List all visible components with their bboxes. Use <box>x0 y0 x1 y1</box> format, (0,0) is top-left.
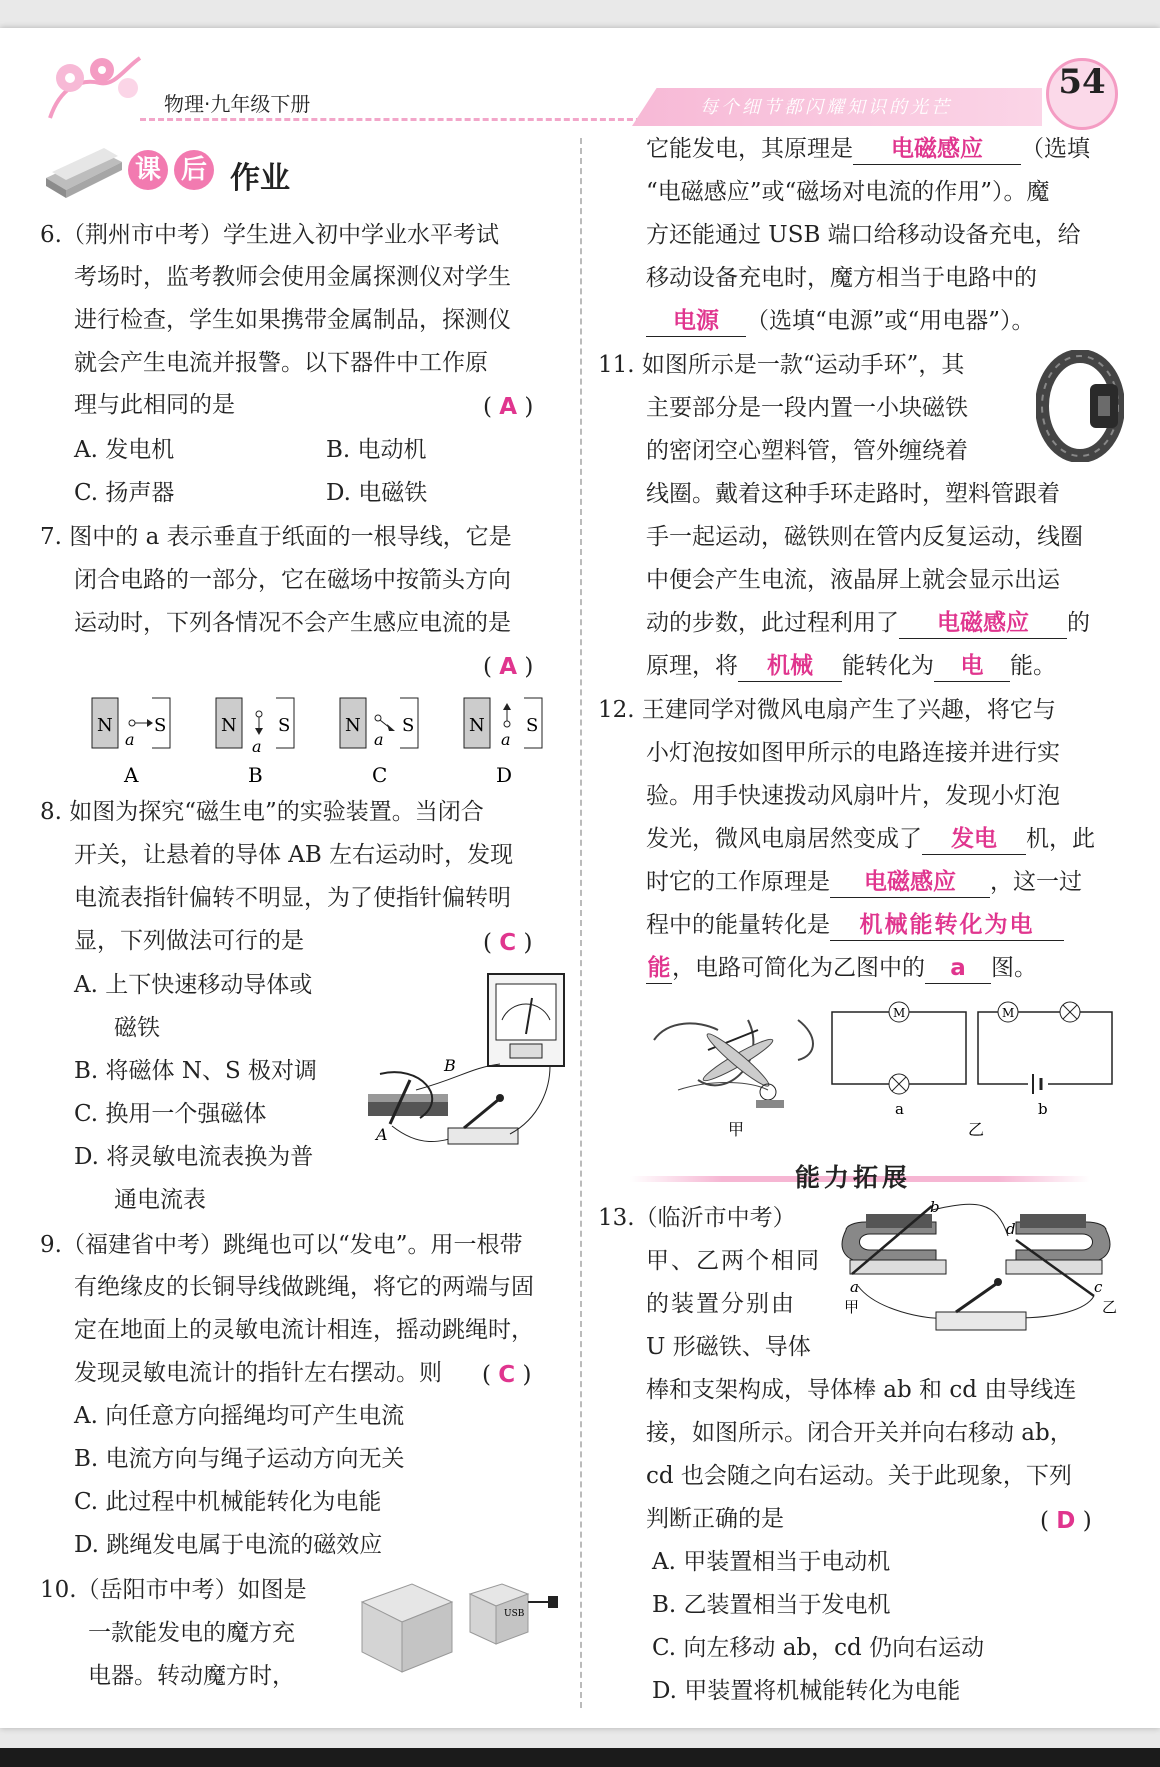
svg-text:D: D <box>496 763 513 787</box>
q7-answer: A <box>499 654 518 680</box>
q8-answer-bracket: ( C ) <box>483 930 533 956</box>
q6-line: 就会产生电流并报警。以下器件中工作原 <box>74 350 488 376</box>
bottom-bar <box>0 1748 1160 1767</box>
svg-text:B: B <box>248 763 263 787</box>
q8-line: 8. 如图为探究“磁生电”的实验装置。当闭合 <box>40 799 484 825</box>
fitness-band-figure <box>1036 350 1124 462</box>
q10-blank-role[interactable]: 电源 <box>646 306 746 337</box>
q7-figure-a <box>92 698 170 787</box>
q7-figure-d <box>464 698 542 787</box>
svg-text:a: a <box>374 730 384 749</box>
q10-right-line: 移动设备充电时，魔方相当于电路中的 <box>646 265 1037 291</box>
fan-experiment-sketch <box>654 1020 813 1139</box>
svg-text:b: b <box>930 1200 940 1216</box>
svg-text:a: a <box>850 1278 859 1296</box>
q6-answer-bracket: ( A ) <box>483 394 534 420</box>
q8-line: 显，下列做法可行的是 <box>74 928 304 954</box>
svg-text:A: A <box>376 1125 388 1144</box>
q12-line: 发光，微风电扇居然变成了 发电 机，此 <box>646 824 1095 855</box>
q8-option: C. 换用一个强磁体 <box>74 1101 267 1127</box>
q12-line: 12. 王建同学对微风电扇产生了兴趣，将它与 <box>598 697 1056 723</box>
q13-line: 的装置分别由 <box>646 1291 796 1317</box>
q12-blank-principle[interactable]: 电磁感应 <box>830 867 990 898</box>
q13-option: A. 甲装置相当于电动机 <box>652 1549 891 1575</box>
q10-line: 10.（岳阳市中考）如图是 <box>40 1577 307 1603</box>
q12-blank-machine[interactable]: 发电 <box>922 824 1026 855</box>
apparatus-yi <box>1006 1214 1117 1316</box>
section-title: 作业 <box>230 161 290 196</box>
q13-line: 甲、乙两个相同 <box>646 1248 821 1274</box>
q10-line: 电器。转动魔方时， <box>88 1663 295 1689</box>
q13-line: 13.（临沂市中考） <box>598 1205 796 1231</box>
svg-text:USB: USB <box>504 1609 525 1619</box>
svg-text:a: a <box>501 730 511 749</box>
q6-option: A. 发电机 <box>74 437 175 463</box>
badge-char-1: 课 <box>128 150 168 190</box>
q9-option: B. 电流方向与绳子运动方向无关 <box>74 1446 405 1472</box>
q11-line: 线圈。戴着这种手环走路时，塑料管跟着 <box>646 481 1060 507</box>
q10-line: 一款能发电的魔方充 <box>88 1620 295 1646</box>
svg-text:d: d <box>1006 1220 1016 1238</box>
q8-option: D. 将灵敏电流表换为普 <box>74 1144 314 1170</box>
svg-text:N: N <box>469 715 485 736</box>
q7-line: 运动时，下列各情况不会产生感应电流的是 <box>74 610 511 636</box>
q9-line: 发现灵敏电流计的指针左右摆动。则 <box>74 1360 442 1386</box>
svg-text:a: a <box>125 730 135 749</box>
q6-answer: A <box>499 394 518 420</box>
q13-line: 接，如图所示。闭合开关并向右移动 ab， <box>646 1420 1073 1446</box>
extension-title: 能力拓展 <box>795 1163 912 1192</box>
svg-text:A: A <box>124 763 139 787</box>
q9-answer: C <box>498 1362 516 1388</box>
svg-text:c: c <box>1094 1278 1103 1296</box>
q9-line: 9.（福建省中考）跳绳也可以“发电”。用一根带 <box>40 1232 523 1258</box>
svg-text:M: M <box>893 1006 906 1020</box>
svg-text:N: N <box>97 715 113 736</box>
q7-line: 7. 图中的 a 表示垂直于纸面的一根导线，它是 <box>40 524 512 550</box>
q11-line: 中便会产生电流，液晶屏上就会显示出运 <box>646 567 1060 593</box>
svg-text:b: b <box>1038 1100 1048 1118</box>
q6-option: D. 电磁铁 <box>326 480 428 506</box>
q8-line: 开关，让悬着的导体 AB 左右运动时，发现 <box>74 842 514 868</box>
q11-line: 手一起运动，磁铁则在管内反复运动，线圈 <box>646 524 1083 550</box>
q12-line: 小灯泡按如图甲所示的电路连接并进行实 <box>646 740 1060 766</box>
q9-option: C. 此过程中机械能转化为电能 <box>74 1489 382 1515</box>
q13-answer: D <box>1056 1508 1076 1534</box>
q6-line: 考场时，监考教师会使用金属探测仪对学生 <box>74 264 511 290</box>
q9-option: D. 跳绳发电属于电流的磁效应 <box>74 1532 383 1558</box>
q7-figure-b <box>216 698 294 787</box>
q8-apparatus-figure <box>360 968 570 1168</box>
q12-blank-diagram[interactable]: a <box>925 953 991 984</box>
q9-line: 定在地面上的灵敏电流计相连，摇动跳绳时， <box>74 1317 534 1343</box>
q11-blank-principle[interactable]: 电磁感应 <box>899 608 1067 639</box>
q7-line: 闭合电路的一部分，它在磁场中按箭头方向 <box>74 567 511 593</box>
header-divider <box>140 118 660 121</box>
q6-line: 进行检查，学生如果携带金属制品，探测仪 <box>74 307 511 333</box>
apparatus-jia <box>842 1200 946 1316</box>
q6-option: C. 扬声器 <box>74 480 175 506</box>
q11-line: 11. 如图所示是一款“运动手环”，其 <box>598 352 965 378</box>
svg-text:N: N <box>345 715 361 736</box>
q13-option: D. 甲装置将机械能转化为电能 <box>652 1678 961 1704</box>
q12-fan-circuit-figure <box>648 1000 1118 1140</box>
q11-line: 动的步数，此过程利用了 电磁感应 的 <box>646 608 1090 639</box>
magic-cube-charger-figure <box>352 1572 562 1682</box>
q12-line: 验。用手快速拨动风扇叶片，发现小灯泡 <box>646 783 1060 809</box>
q7-magnet-figure <box>80 690 560 790</box>
q13-line: 判断正确的是 <box>646 1506 784 1532</box>
q13-line: 棒和支架构成，导体棒 ab 和 cd 由导线连 <box>646 1377 1077 1403</box>
q8-answer: C <box>499 930 517 956</box>
q11-line: 主要部分是一段内置一小块磁铁 <box>646 395 968 421</box>
svg-text:乙: 乙 <box>1102 1298 1118 1316</box>
q11-blank-energy-to[interactable]: 电 <box>934 651 1010 682</box>
book-stack-icon <box>42 142 126 200</box>
q13-option: C. 向左移动 ab，cd 仍向右运动 <box>652 1635 985 1661</box>
q8-option: B. 将磁体 N、S 极对调 <box>74 1058 318 1084</box>
q12-line: 时它的工作原理是 电磁感应 ，这一过 <box>646 867 1082 898</box>
q13-option: B. 乙装置相当于发电机 <box>652 1592 891 1618</box>
q8-line: 电流表指针偏转不明显，为了使指针偏转明 <box>74 885 511 911</box>
q12-blank-energy-cont[interactable]: 能 <box>646 953 672 984</box>
svg-text:甲: 甲 <box>728 1120 745 1139</box>
q8-option: A. 上下快速移动导体或 <box>74 972 313 998</box>
q9-answer-bracket: ( C ) <box>482 1362 532 1388</box>
q13-line: U 形磁铁、导体 <box>646 1334 811 1360</box>
q7-figure-c <box>340 698 418 787</box>
column-divider <box>580 138 582 1708</box>
svg-text:S: S <box>278 715 291 736</box>
q9-option: A. 向任意方向摇绳均可产生电流 <box>74 1403 405 1429</box>
flower-ornament-icon <box>40 48 150 123</box>
motto-text: 每个细节都闪耀知识的光芒 <box>700 97 952 118</box>
svg-text:S: S <box>402 715 415 736</box>
q10-right-line: 它能发电，其原理是 电磁感应 （选填 <box>646 134 1090 165</box>
circuit-a <box>832 1002 966 1118</box>
svg-text:a: a <box>252 737 262 756</box>
q6-line: 理与此相同的是 <box>74 392 235 418</box>
svg-text:N: N <box>221 715 237 736</box>
q11-line: 原理，将 机械 能转化为 电 能。 <box>646 651 1056 682</box>
q7-answer-bracket: ( A ) <box>483 654 534 680</box>
subject-title: 物理·九年级下册 <box>164 92 311 116</box>
q12-line: 程中的能量转化是 机械能转化为电 <box>646 910 1064 941</box>
svg-text:B: B <box>444 1056 456 1075</box>
q11-line: 的密闭空心塑料管，管外缠绕着 <box>646 438 968 464</box>
svg-text:S: S <box>154 715 167 736</box>
q11-blank-energy-from[interactable]: 机械 <box>738 651 842 682</box>
q13-line: cd 也会随之向右运动。关于此现象，下列 <box>646 1463 1072 1489</box>
q10-blank-principle[interactable]: 电磁感应 <box>853 134 1021 165</box>
q8-option: 磁铁 <box>114 1015 160 1041</box>
circuit-b <box>978 1002 1112 1118</box>
page-number: 54 <box>1058 62 1106 102</box>
q12-blank-energy[interactable]: 机械能转化为电 <box>830 910 1064 941</box>
q6-line: 6.（荆州市中考）学生进入初中学业水平考试 <box>40 222 499 248</box>
q13-answer-bracket: ( D ) <box>1040 1508 1092 1534</box>
svg-text:M: M <box>1002 1006 1015 1020</box>
q8-option: 通电流表 <box>114 1187 206 1213</box>
svg-text:乙: 乙 <box>968 1120 985 1139</box>
q13-apparatus-figure <box>836 1200 1122 1340</box>
q10-right-line: 电源 （选填“电源”或“用电器”）。 <box>646 306 1035 337</box>
badge-char-2: 后 <box>174 150 214 190</box>
q6-option: B. 电动机 <box>326 437 427 463</box>
q10-right-line: “电磁感应”或“磁场对电流的作用”）。魔 <box>646 179 1050 205</box>
q12-line: 能，电路可简化为乙图中的 a 图。 <box>646 953 1037 984</box>
q9-line: 有绝缘皮的长铜导线做跳绳，将它的两端与固 <box>74 1274 534 1300</box>
svg-text:a: a <box>895 1100 904 1118</box>
svg-text:S: S <box>526 715 539 736</box>
svg-text:C: C <box>372 763 388 787</box>
svg-text:甲: 甲 <box>844 1298 860 1316</box>
q10-right-line: 方还能通过 USB 端口给移动设备充电，给 <box>646 222 1081 248</box>
